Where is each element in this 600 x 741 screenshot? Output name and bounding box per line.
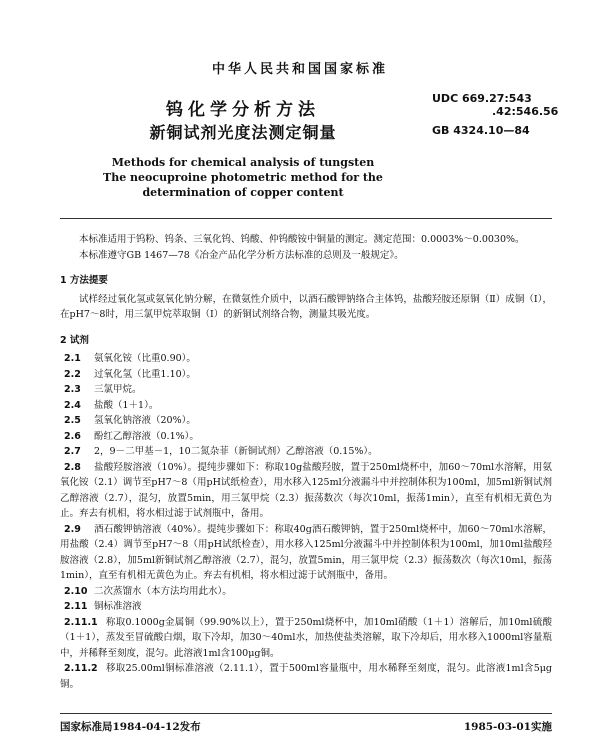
document-body bbox=[60, 232, 552, 692]
item-number: 2.7 bbox=[64, 446, 81, 457]
issue-date: 国家标准局1984-04-12发布 bbox=[60, 721, 201, 733]
item-text: 过氧化氢（比重1.10）。 bbox=[94, 368, 196, 380]
reagent-item bbox=[60, 615, 552, 662]
reagent-item bbox=[64, 429, 552, 445]
item-number: 2.8 bbox=[64, 461, 81, 473]
item-number: 2.11 bbox=[64, 601, 88, 612]
national-standard-heading: 中华人民共和国国家标准 bbox=[211, 62, 388, 77]
reagent-item bbox=[60, 661, 552, 692]
item-text: 三氯甲烷。 bbox=[94, 384, 142, 395]
reagent-item bbox=[64, 444, 552, 460]
item-text: 酒石酸钾钠溶液（40%）。提纯步骤如下：称取40g酒石酸钾钠，置于250ml烧杯中，加60～70ml水溶解，用盐酸（2.4）调节至pH7～8（用pH试纸检查），用水移入125ml分液漏斗中并控制体积为100ml，加10ml盐酸羟胺溶液（2.8），加5ml新铜试剂乙醇溶液（2.7），混匀，放置5min，用三氯甲烷（2.3）振荡数次（每次10ml，振荡1min），直至有机相无黄色为止。弃去有机相，将水相过滤于试剂瓶中，备用。 bbox=[60, 523, 552, 581]
bottom-divider bbox=[60, 713, 552, 714]
title-chinese-line-1: 钨化学分析方法 bbox=[166, 100, 320, 120]
item-number: 2.11.2 bbox=[64, 663, 98, 674]
intro-compliance: 本标准遵守GB 1467—78《冶金产品化学分析方法标准的总则及一般规定》。 bbox=[79, 249, 404, 261]
reagent-item bbox=[64, 599, 552, 615]
udc-line-2: .42:546.56 bbox=[492, 105, 559, 118]
title-english-line-3: determination of copper content bbox=[142, 186, 344, 199]
title-chinese-line-2: 新铜试剂光度法测定铜量 bbox=[149, 123, 337, 142]
section-1-text: 试样经过氧化氢或氨氧化钠分解，在微氨性介质中，以酒石酸钾钠络合主体钨，盐酸羟胺还原铜（Ⅱ）成铜（Ⅰ），在pH7～8时，用三氯甲烷萃取铜（Ⅰ）的新铜试剂络合物，测量其吸光度。 bbox=[60, 293, 552, 320]
item-number: 2.2 bbox=[64, 368, 81, 380]
item-text: 移取25.00ml铜标准溶液（2.11.1），置于500ml容量瓶中，用水稀释至刻度，混匀。此溶液1ml含5μg铜。 bbox=[60, 663, 552, 690]
item-text: 2，9－二甲基－1，10二氮杂菲（新铜试剂）乙醇溶液（0.15%）。 bbox=[94, 446, 378, 457]
item-text: 盐酸（1＋1）。 bbox=[94, 399, 159, 411]
reagent-item bbox=[64, 413, 552, 429]
item-text: 氢氧化钠溶液（20%）。 bbox=[94, 415, 196, 426]
item-text: 氨氧化铵（比重0.90）。 bbox=[94, 353, 196, 364]
top-divider bbox=[60, 218, 552, 219]
item-number: 2.3 bbox=[64, 384, 81, 395]
item-number: 2.1 bbox=[64, 353, 81, 364]
reagent-item bbox=[64, 584, 552, 600]
item-number: 2.4 bbox=[64, 399, 81, 411]
item-text: 酚红乙醇溶液（0.1%）。 bbox=[94, 430, 199, 442]
reagent-item bbox=[64, 382, 552, 398]
reagent-item bbox=[60, 522, 552, 584]
reagent-item bbox=[64, 367, 552, 383]
item-number: 2.9 bbox=[64, 523, 81, 535]
section-1-heading: 1 方法提要 bbox=[60, 275, 108, 286]
intro-scope: 本标准适用于钨粉、钨条、三氧化钨、钨酸、仲钨酸铵中铜量的测定。测定范围：0.0003%～0.0030%。 bbox=[79, 234, 525, 245]
item-text: 二次蒸馏水（本方法均用此水）。 bbox=[94, 585, 232, 597]
item-number: 2.11.1 bbox=[64, 616, 98, 628]
item-text: 盐酸羟胺溶液（10%）。提纯步骤如下：称取10g盐酸羟胺，置于250ml烧杯中，加60～70ml水溶解，用氨氧化铵（2.1）调节至pH7～8（用pH试纸检查），用水移入125ml分液漏斗中并控制体积为100ml，加5ml新铜试剂乙醇溶液（2.7），混匀，放置5min，用三氯甲烷（2.3）振荡数次（每次10ml，振荡1min），直至有机相无黄色为止。弃去有机相，将水相过滤于试剂瓶中，备用。 bbox=[60, 461, 552, 519]
item-number: 2.10 bbox=[64, 585, 88, 597]
title-english-line-1: Methods for chemical analysis of tungsten bbox=[111, 156, 375, 169]
effective-date: 1985-03-01实施 bbox=[463, 721, 552, 733]
item-text: 铜标准溶液 bbox=[94, 601, 142, 612]
reagent-item bbox=[64, 351, 552, 367]
section-2-heading: 2 试剂 bbox=[60, 334, 89, 346]
item-number: 2.5 bbox=[64, 415, 81, 426]
title-english-line-2: The neocuproine photometric method for the bbox=[103, 171, 383, 184]
gb-number: GB 4324.10—84 bbox=[432, 124, 530, 137]
title-english bbox=[0, 155, 486, 200]
reagent-item bbox=[64, 398, 552, 414]
item-number: 2.6 bbox=[64, 430, 81, 442]
item-text: 称取0.1000g金属铜（99.90%以上），置于250ml烧杯中，加10ml硝酸（1＋1）溶解后，加10ml硫酸（1＋1），蒸发至冒硫酸白烟，取下冷却，加30～40ml水，加热使盐类溶解，取下冷却后，用水移入1000ml容量瓶中，并稀释至刻度，混匀。此溶液1ml含100μg铜。 bbox=[60, 616, 552, 659]
reagent-item bbox=[60, 460, 552, 522]
udc-line-1: UDC 669.27:543 bbox=[432, 92, 532, 105]
